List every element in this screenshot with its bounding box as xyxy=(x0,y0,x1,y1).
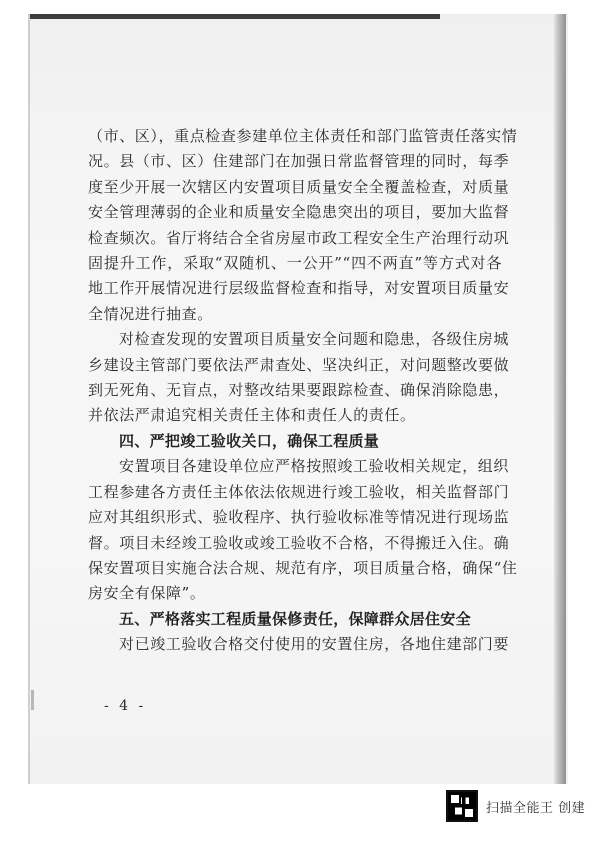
paragraph-line: 地工作开展情况进行层级监督检查和指导，对安置项目质量安 xyxy=(88,279,510,298)
paragraph-line: （市、区），重点检查参建单位主体责任和部门监管责任落实情 xyxy=(88,127,518,145)
paragraph-line: 保安置项目实施合法合规、规范有序，项目质量合格，确保“住 xyxy=(88,558,518,577)
paragraph-line: 乡建设主管部门要依法严肃查处、坚决纠正，对问题整改要做 xyxy=(88,355,510,374)
paragraph-line: 对检查发现的安置项目质量安全问题和隐患，各级住房城 xyxy=(119,330,510,349)
paragraph-line: 工程参建各方责任主体依法依规进行竣工验收，相关监督部门 xyxy=(88,482,510,501)
scanner-watermark xyxy=(446,789,585,823)
paragraph-line: 检查频次。省厅将结合全省房屋市政工程安全生产治理行动巩 xyxy=(88,228,510,247)
paragraph-line: 房安全有保障”。 xyxy=(88,584,206,603)
paragraph-line: 度至少开展一次辖区内安置项目质量安全全覆盖检查，对质量 xyxy=(88,177,510,196)
paragraph-line: 对已竣工验收合格交付使用的安置住房，各地住建部门要 xyxy=(119,635,510,654)
paragraph-line: 到无死角、无盲点，对整改结果要跟踪检查、确保消除隐患， xyxy=(88,381,510,400)
page-number: - 4 - xyxy=(104,698,147,714)
paragraph-line: 督。项目未经竣工验收或竣工验收不合格，不得搬迁入住。确 xyxy=(88,533,510,552)
section-heading: 五、严格落实工程质量保修责任，保障群众居住安全 xyxy=(119,609,471,628)
paragraph-line: 安置项目各建设单位应严格按照竣工验收相关规定，组织 xyxy=(119,457,510,476)
scan-left-mark xyxy=(31,690,34,710)
qr-code-icon xyxy=(446,790,478,822)
paragraph-line: 安全管理薄弱的企业和质量安全隐患突出的项目，要加大监督 xyxy=(88,203,510,222)
paragraph-line: 况。县（市、区）住建部门在加强日常监督管理的同时，每季 xyxy=(88,152,510,171)
paragraph-line: 并依法严肃追究相关责任主体和责任人的责任。 xyxy=(88,406,416,425)
scan-right-edge xyxy=(554,14,566,784)
paragraph-line: 应对其组织形式、验收程序、执行验收标准等情况进行现场监 xyxy=(88,508,510,527)
scan-top-edge xyxy=(30,14,440,19)
paragraph-line: 固提升工作，采取“双随机、一公开”“四不两直”等方式对各 xyxy=(88,254,502,273)
paragraph-line: 全情况进行抽查。 xyxy=(88,304,213,323)
watermark-text: 扫描全能王 创建 xyxy=(486,800,586,816)
section-heading: 四、严把竣工验收关口，确保工程质量 xyxy=(119,431,380,450)
document-body xyxy=(88,124,518,658)
